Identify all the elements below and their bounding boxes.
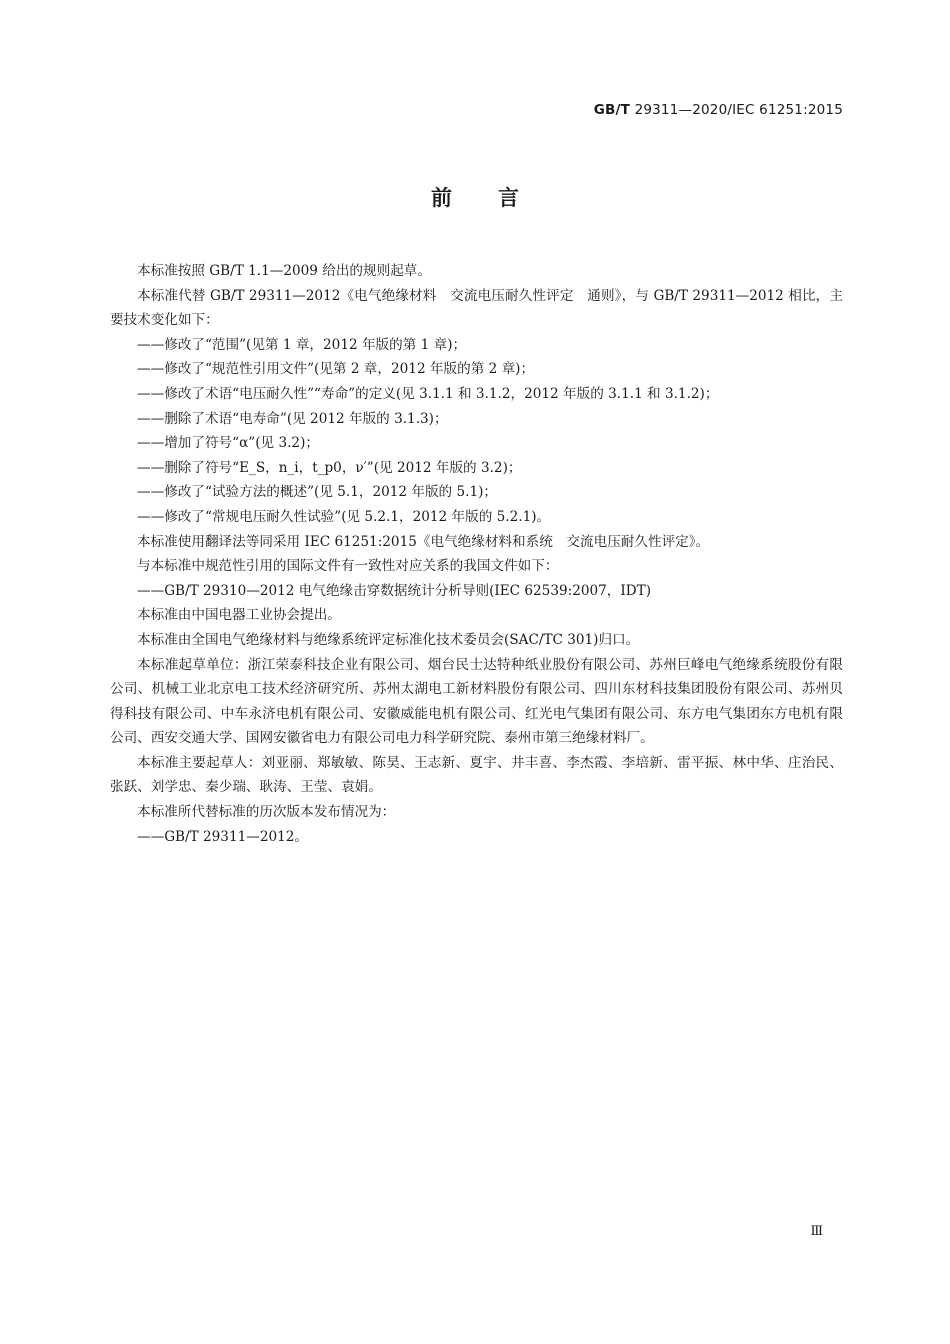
previous-version-item: ——GB/T 29311—2012。 <box>137 828 309 845</box>
adoption-paragraph: 本标准使用翻译法等同采用 IEC 61251:2015《电气绝缘材料和系统 交流电压耐久性评定》。 <box>137 533 710 550</box>
page-number: Ⅲ <box>810 1224 823 1239</box>
foreword-body <box>110 259 843 849</box>
change-item: ——修改了术语“电压耐久性”“寿命”的定义(见 3.1.1 和 3.1.2，2012 年版的 3.1.1 和 3.1.2)； <box>137 385 719 402</box>
corresponding-docs-paragraph: 与本标准中规范性引用的国际文件有一致性对应关系的我国文件如下： <box>137 558 559 575</box>
standard-code-number: 29311—2020/IEC 61251:2015 <box>630 102 843 118</box>
change-item: ——修改了“范围”(见第 1 章，2012 年版的第 1 章)； <box>137 336 467 353</box>
page-title: 前言 <box>431 186 565 210</box>
drafters-paragraph: 本标准主要起草人：刘亚丽、郑敏敏、陈昊、王志新、夏宇、井丰喜、李杰霞、李培新、雷平振、林中华、庄治民、张跃、刘学忠、秦少瑞、耿涛、王莹、袁娟。 <box>110 754 843 796</box>
proposer-paragraph: 本标准由中国电器工业协会提出。 <box>137 607 341 624</box>
corresponding-doc-item: ——GB/T 29310—2012 电气绝缘击穿数据统计分析导则(IEC 62539:2007，IDT) <box>137 582 652 599</box>
change-item: ——修改了“常规电压耐久性试验”(见 5.2.1，2012 年版的 5.2.1)。 <box>137 508 551 525</box>
change-item: ——修改了“试验方法的概述”(见 5.1，2012 年版的 5.1)； <box>137 484 497 501</box>
change-item: ——增加了符号“α”(见 3.2)； <box>137 435 319 452</box>
change-item: ——修改了“规范性引用文件”(见第 2 章，2012 年版的第 2 章)； <box>137 361 535 378</box>
committee-paragraph: 本标准由全国电气绝缘材料与绝缘系统评定标准化技术委员会(SAC/TC 301)归口。 <box>137 631 640 648</box>
change-item: ——删除了符号“E_S，n_i，t_p0，ν′”(见 2012 年版的 3.2)； <box>137 459 522 476</box>
change-item: ——删除了术语“电寿命”(见 2012 年版的 3.1.3)； <box>137 410 448 427</box>
drafting-units-paragraph: 本标准起草单位：浙江荣泰科技企业有限公司、烟台民士达特种纸业股份有限公司、苏州巨峰电气绝缘系统股份有限公司、机械工业北京电工技术经济研究所、苏州太湖电工新材料股份有限公司、四川东材科技集团股份有限公司、苏州贝得科技有限公司、中车永济电机有限公司、安徽威能电机有限公司、红光电气集团有限公司、东方电气集团东方电机有限公司、西安交通大学、国网安徽省电力有限公司电力科学研究院、泰州市第三绝缘材料厂。 <box>110 656 843 747</box>
standard-code-prefix: GB/T <box>593 102 631 118</box>
standard-code-header <box>594 102 843 118</box>
replacement-paragraph: 本标准代替 GB/T 29311—2012《电气绝缘材料 交流电压耐久性评定 通则》，与 GB/T 29311—2012 相比，主要技术变化如下： <box>110 287 843 329</box>
drafting-rule-paragraph: 本标准按照 GB/T 1.1—2009 给出的规则起草。 <box>137 263 431 279</box>
previous-versions-paragraph: 本标准所代替标准的历次版本发布情况为： <box>137 804 396 821</box>
